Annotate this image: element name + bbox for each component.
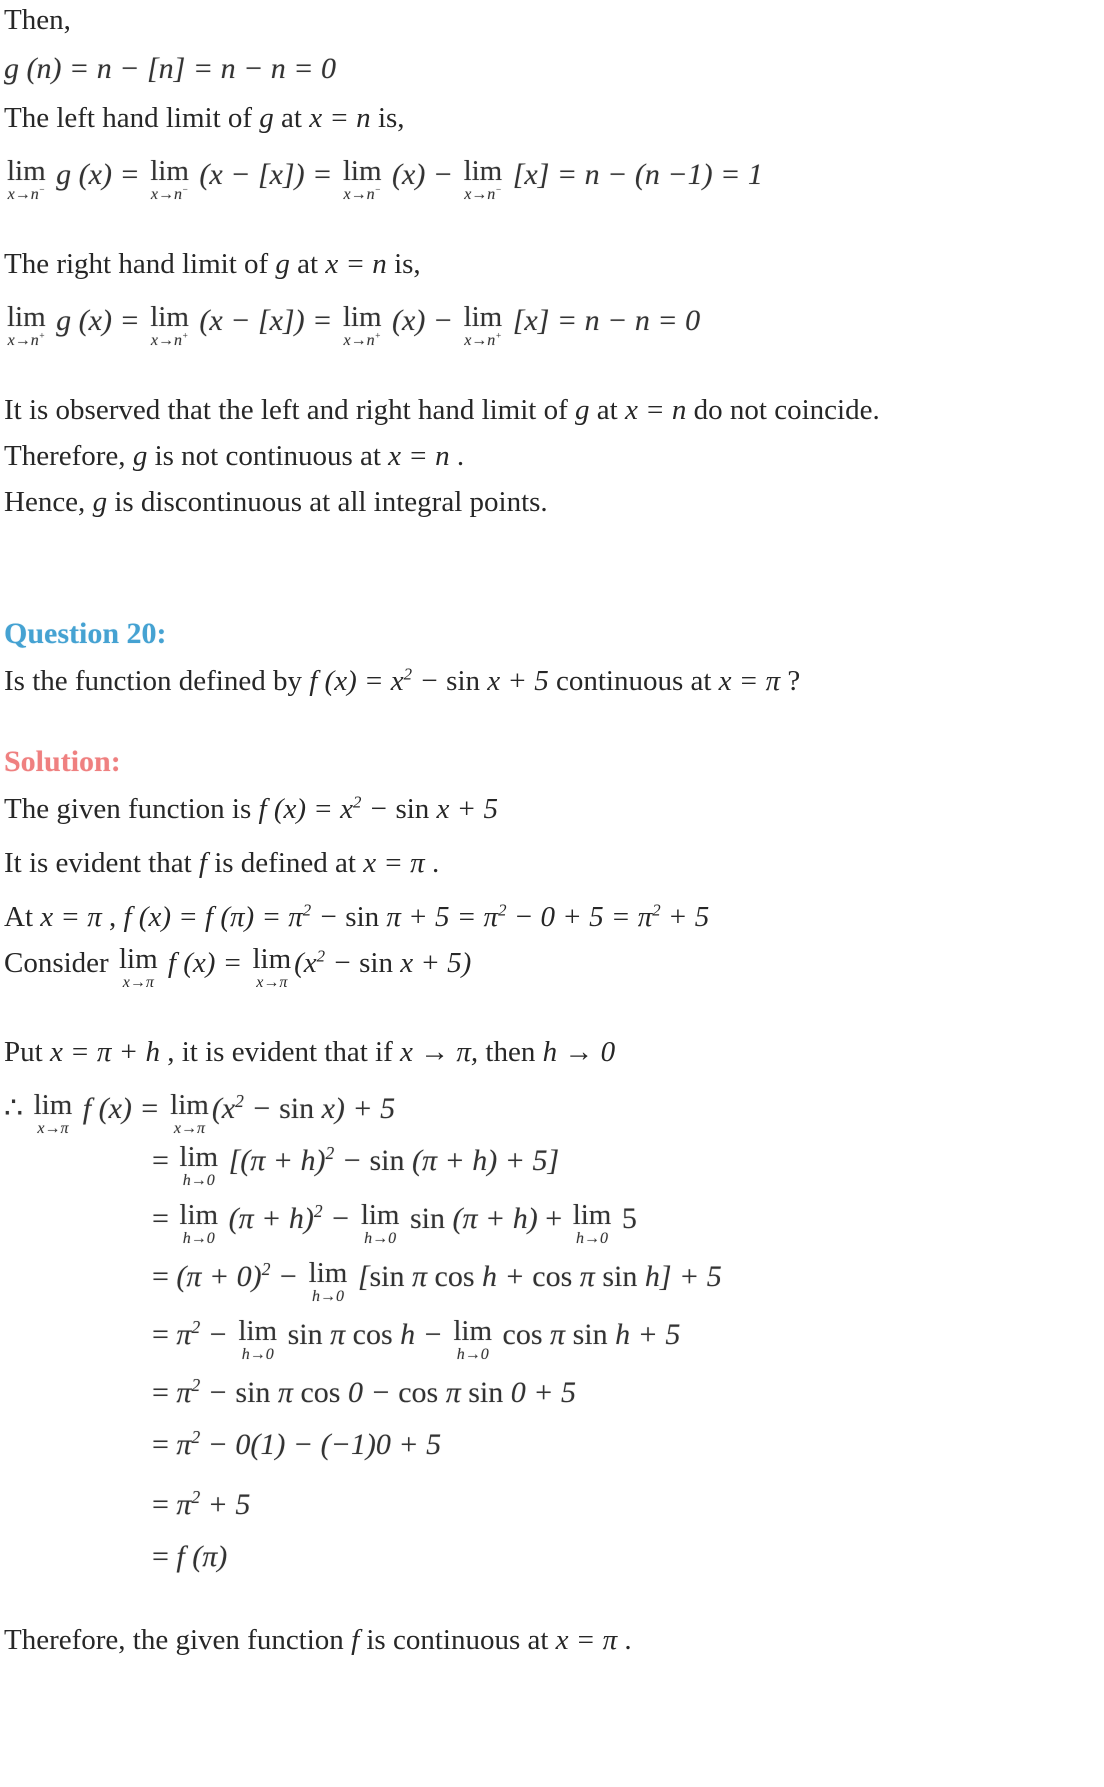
superscript: 2 (191, 1487, 201, 1507)
limit-operator (170, 1091, 209, 1136)
limit-operator (179, 1201, 218, 1246)
math-function-run: = (152, 1260, 177, 1293)
math-run: 0 + 5 (510, 1376, 576, 1409)
limit-subscript: h→0 (456, 1346, 489, 1363)
superscript: 2 (261, 1259, 271, 1279)
limit-subscript: x→n+ (150, 331, 189, 349)
limit-operator (7, 303, 46, 348)
math-run: (π + h) (452, 1202, 538, 1235)
limit-subscript: x→n− (7, 185, 46, 203)
limit-word: lim (342, 301, 382, 333)
math-run: g (275, 248, 290, 280)
math-run: $\pi + 5 = \pi^2 - 0 + 5 = \pi^2 + 5$ (386, 900, 710, 933)
text-run: , (101, 901, 124, 933)
math-run: x = π (40, 901, 102, 933)
math-run: $\pi^2$ − (176, 1375, 236, 1409)
math-run: f $(x) = x^2$ − (309, 664, 447, 697)
text-run: . (449, 440, 465, 472)
text-run: , it is evident that if (159, 1036, 400, 1068)
equation-line-indented (152, 1424, 1098, 1466)
math-run: π (445, 1376, 469, 1409)
text-line (4, 663, 1098, 699)
math-function-run: = (152, 1202, 177, 1235)
text-run: Consider (4, 947, 116, 979)
math-run: 0 − (347, 1376, 399, 1409)
superscript: + (374, 331, 381, 342)
superscript: − (374, 185, 381, 196)
math-function-run: sin (402, 1202, 453, 1235)
math-run: π (412, 1260, 435, 1293)
math-function-run: sin (446, 665, 488, 697)
text-run: is discontinuous at all integral points. (107, 486, 548, 518)
limit-word: lim (33, 1089, 73, 1121)
limit-subscript: x→π (122, 974, 154, 991)
equation-line-indented (152, 1140, 1098, 1188)
math-run: x) + 5 (321, 1092, 396, 1125)
math-function-run: sin (280, 1318, 331, 1351)
equation-line-indented (152, 1536, 1098, 1578)
limit-word: lim (118, 943, 158, 975)
equation-line-indented (152, 1256, 1098, 1304)
math-function-run: = (152, 1540, 177, 1573)
equation-line (4, 154, 1098, 202)
math-run: (x) − (384, 158, 461, 191)
math-run: π (330, 1318, 353, 1351)
superscript: 2 (235, 1091, 244, 1111)
math-run: x = π (555, 1624, 618, 1656)
text-run: is defined at (206, 847, 364, 879)
superscript: 2 (191, 1375, 201, 1395)
text-line (4, 791, 1098, 827)
text-run: . (424, 847, 440, 879)
limit-subscript: x→n+ (343, 331, 381, 349)
text-run: continuous at (548, 665, 719, 697)
superscript: 2 (403, 664, 413, 684)
limit-word: lim (150, 301, 189, 333)
superscript: 2 (191, 1317, 201, 1337)
math-function-run: sin (369, 1144, 412, 1177)
limit-word: lim (342, 155, 382, 187)
math-run: g (132, 440, 148, 472)
math-function-run: sin (369, 1260, 413, 1293)
math-run: [$(\pi + h)^2$ − (221, 1143, 370, 1177)
text-run: at (273, 102, 310, 134)
limit-subscript: x→n+ (464, 331, 502, 349)
superscript: − (181, 185, 189, 196)
limit-word: lim (572, 1199, 612, 1231)
math-function-run: + (537, 1202, 570, 1235)
text-run: It is evident that (4, 847, 199, 879)
limit-operator (150, 157, 189, 202)
text-line (4, 1622, 1098, 1658)
equation-line (4, 48, 1098, 90)
math-run: f (351, 1624, 360, 1656)
math-run: x = π (718, 665, 781, 697)
text-run: ? (780, 665, 801, 697)
math-run: h → 0 (542, 1036, 616, 1068)
limit-word: lim (7, 301, 46, 333)
text-line (4, 899, 1098, 935)
superscript: + (181, 331, 189, 342)
limit-word: lim (252, 943, 292, 975)
limit-operator (238, 1317, 277, 1362)
limit-subscript: h→0 (364, 1230, 397, 1247)
math-run: x + 5) (400, 947, 472, 979)
equation-line-indented (152, 1372, 1098, 1414)
math-run: x = n (624, 394, 687, 426)
text-run: It is observed that the left and right hand limit of (4, 394, 576, 426)
math-function-run: sin (468, 1376, 511, 1409)
superscript: 2 (498, 900, 507, 920)
text-line (4, 845, 1098, 881)
equation-line-indented (152, 1198, 1098, 1246)
math-function-run: sin (602, 1260, 645, 1293)
superscript: 2 (652, 900, 661, 920)
math-run: g (x) = (48, 158, 148, 191)
superscript: 2 (191, 1427, 201, 1447)
superscript: + (38, 331, 46, 342)
limit-operator (343, 303, 382, 348)
math-run: x + 5 (487, 665, 549, 697)
limit-operator (343, 157, 382, 202)
text-run: is, (370, 102, 405, 134)
math-function-run: cos (300, 1376, 348, 1409)
math-run: π (277, 1376, 301, 1409)
limit-word: lim (453, 1315, 493, 1347)
text-run: The right hand limit of (4, 248, 276, 280)
superscript: 2 (325, 1143, 335, 1163)
math-run: π (550, 1318, 573, 1351)
math-function-run: cos (352, 1318, 401, 1351)
math-run: g (259, 102, 274, 134)
math-function-run: cos (532, 1260, 580, 1293)
limit-subscript: h→0 (311, 1288, 344, 1305)
math-function-run: ∴ (4, 1092, 31, 1125)
math-run: g (x) = (48, 304, 148, 337)
math-run: (x − [x]) = (191, 158, 340, 191)
limit-subscript: h→0 (182, 1230, 215, 1247)
text-run: at (289, 248, 326, 280)
limit-word: lim (360, 1199, 400, 1231)
math-function-run: = (152, 1488, 177, 1521)
math-run: $\pi^2$ − (176, 1317, 236, 1351)
math-run: x = π (363, 847, 425, 879)
math-function-run: = (152, 1144, 177, 1177)
math-function-run: sin (359, 947, 401, 979)
text-line (4, 438, 1098, 474)
text-run: do not coincide. (686, 394, 880, 426)
question-heading (4, 615, 1098, 653)
math-run: ($x^2$ − (211, 1091, 280, 1125)
math-run: [x] = n − n = 0 (505, 304, 701, 337)
equation-line-indented (152, 1484, 1098, 1526)
limit-word: lim (179, 1199, 219, 1231)
limit-subscript: x→π (256, 974, 288, 991)
math-function-run: sin (572, 1318, 616, 1351)
text-run: Solution: (4, 745, 121, 778)
math-run: f (198, 847, 207, 879)
math-run: (x) − (384, 304, 461, 337)
superscript: − (38, 185, 46, 196)
math-run: $(\pi + h)^2$ − (221, 1201, 358, 1235)
superscript: − (495, 185, 502, 196)
math-function-run: cos (398, 1376, 446, 1409)
math-function-run: cos (434, 1260, 483, 1293)
limit-word: lim (150, 155, 189, 187)
limit-word: lim (238, 1315, 278, 1347)
superscript: 2 (313, 1201, 323, 1221)
math-run: g (92, 486, 108, 518)
limit-operator (150, 303, 189, 348)
text-run: The given function is (4, 793, 259, 825)
equation-line (4, 300, 1098, 348)
text-run: then (478, 1036, 543, 1068)
limit-operator (464, 157, 503, 202)
text-run: at (589, 394, 625, 426)
superscript: 2 (352, 792, 362, 812)
limit-subscript: x→n+ (7, 331, 46, 349)
text-line (4, 945, 1098, 990)
math-function-run: sin (345, 901, 387, 933)
math-function-run: = (152, 1428, 177, 1461)
equation-line (4, 1088, 1098, 1136)
limit-operator (573, 1201, 612, 1246)
math-function-run: cos (495, 1318, 551, 1351)
text-run: The left hand limit of (4, 102, 260, 134)
math-run: f $(x) = x^2$ − (258, 792, 396, 825)
text-run: Therefore, (4, 440, 133, 472)
equation-line-indented (152, 1314, 1098, 1362)
text-run: Question 20: (4, 617, 167, 650)
math-run: $\pi^2 - 0(1) - (-1)0 + 5$ (176, 1427, 442, 1461)
math-run: h − (400, 1318, 451, 1351)
math-run: [x] = n − (n −1) = 1 (505, 158, 763, 191)
math-run: f (x) = (75, 1092, 168, 1125)
limit-word: lim (170, 1089, 209, 1121)
text-run: is continuous at (359, 1624, 556, 1656)
limit-subscript: x→n− (464, 185, 502, 203)
text-run: . (617, 1624, 632, 1656)
math-run: $(\pi + 0)^2$ − (176, 1259, 306, 1293)
math-run: π (579, 1260, 603, 1293)
math-run: x = n (309, 102, 371, 134)
math-function-run: = (152, 1376, 177, 1409)
limit-subscript: x→π (173, 1120, 206, 1137)
text-line (4, 1034, 1098, 1070)
limit-subscript: h→0 (576, 1230, 609, 1247)
math-run: h] + 5 (644, 1260, 722, 1293)
math-run: h + 5 (615, 1318, 681, 1351)
solution-heading (4, 743, 1098, 781)
math-function-run: sin (235, 1376, 278, 1409)
math-run: x = n (388, 440, 450, 472)
limit-subscript: x→n− (150, 185, 189, 203)
limit-operator (7, 157, 46, 202)
limit-operator (309, 1259, 348, 1304)
text-run: At (4, 901, 41, 933)
math-run: x = n (325, 248, 387, 280)
math-function-run: = (152, 1318, 177, 1351)
math-function-run: sin (279, 1092, 322, 1125)
text-run: is not continuous at (147, 440, 389, 472)
limit-operator (34, 1091, 73, 1136)
superscript: 2 (316, 946, 326, 966)
math-run: f (x) = f $(\pi) = \pi^2$ − (123, 900, 346, 933)
limit-word: lim (308, 1257, 348, 1289)
text-line (4, 392, 1098, 428)
limit-word: lim (463, 301, 503, 333)
limit-operator (119, 945, 158, 990)
math-run: ($x^2$ − (294, 946, 360, 979)
limit-word: lim (463, 155, 503, 187)
text-run: is, (386, 248, 421, 280)
text-line (4, 2, 1098, 38)
text-run: Put (4, 1036, 50, 1068)
math-run: [ (350, 1260, 370, 1293)
limit-word: lim (7, 155, 46, 187)
limit-operator (453, 1317, 492, 1362)
text-run: Hence, (4, 486, 93, 518)
math-run: x = π + h (49, 1036, 160, 1068)
text-line (4, 246, 1098, 282)
limit-word: lim (179, 1141, 219, 1173)
math-run: (x − [x]) = (191, 304, 340, 337)
limit-subscript: h→0 (241, 1346, 274, 1363)
math-run: $\pi^2 + 5$ (176, 1487, 251, 1521)
text-run: Is the function defined by (4, 665, 310, 697)
math-run: h + (482, 1260, 533, 1293)
text-run: Then, (4, 4, 71, 36)
superscript: + (495, 331, 502, 342)
limit-subscript: x→π (37, 1120, 69, 1137)
limit-subscript: h→0 (182, 1172, 215, 1189)
math-run: g (n) = n − [n] = n − n = 0 (4, 52, 337, 85)
math-run: f (x) = (160, 947, 250, 979)
math-function-run: sin (395, 793, 437, 825)
math-run: x + 5 (436, 793, 498, 825)
limit-subscript: x→n− (343, 185, 381, 203)
text-run: Therefore, the given function (4, 1624, 352, 1656)
limit-operator (361, 1201, 400, 1246)
superscript: 2 (302, 900, 312, 920)
math-run: f (π) (176, 1540, 228, 1573)
limit-operator (252, 945, 291, 990)
limit-operator (179, 1143, 218, 1188)
math-run: x → π, (400, 1036, 479, 1068)
math-run: g (575, 394, 590, 426)
text-line (4, 100, 1098, 136)
text-line (4, 484, 1098, 520)
limit-operator (464, 303, 503, 348)
math-function-run: 5 (614, 1202, 637, 1235)
math-run: (π + h) + 5] (412, 1144, 560, 1177)
